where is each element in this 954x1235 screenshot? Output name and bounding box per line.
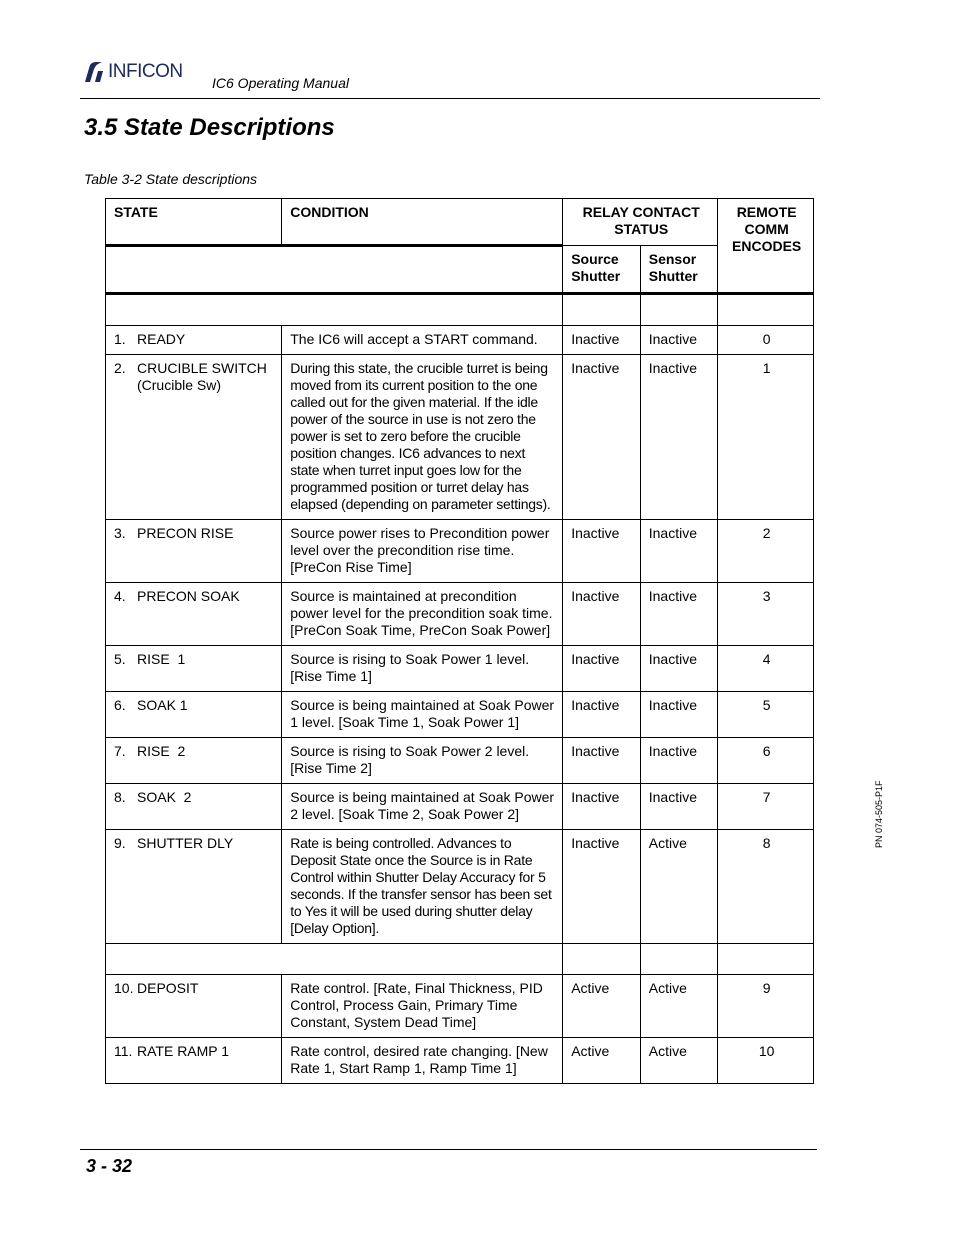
state-cell — [106, 738, 282, 784]
state-subname: (Crucible Sw) — [137, 377, 222, 393]
spacer-cell — [106, 944, 563, 975]
sensor-shutter-cell: Active — [640, 975, 718, 1038]
sensor-shutter-cell: Inactive — [640, 326, 718, 355]
condition-cell: Source is rising to Soak Power 1 level. [Rise Time 1] — [282, 646, 563, 692]
state-name: READY — [137, 331, 186, 347]
comm-encode-cell: 4 — [718, 646, 814, 692]
state-cell — [106, 355, 282, 520]
spacer-cell — [640, 944, 718, 975]
state-name: SOAK 2 — [137, 789, 192, 805]
comm-encode-cell: 0 — [718, 326, 814, 355]
inficon-logo — [82, 60, 183, 84]
condition-cell: Source is maintained at precondition power level for the precondition soak time. [PreCon Soak Time, PreCon Soak Power] — [282, 583, 563, 646]
header-divider — [80, 98, 820, 99]
spacer-cell — [563, 294, 641, 326]
state-number: 8. — [114, 789, 126, 805]
table-row — [106, 784, 814, 830]
source-shutter-cell: Inactive — [563, 738, 641, 784]
inficon-logo-icon — [82, 61, 106, 83]
source-shutter-cell: Inactive — [563, 692, 641, 738]
sensor-shutter-cell: Active — [640, 1038, 718, 1084]
source-shutter-cell: Active — [563, 975, 641, 1038]
state-cell — [106, 1038, 282, 1084]
state-name: SOAK 1 — [137, 697, 188, 713]
source-shutter-cell: Inactive — [563, 784, 641, 830]
condition-cell: The IC6 will accept a START command. — [282, 326, 563, 355]
condition-cell: Rate is being controlled. Advances to Deposit State once the Source is in Rate Control within Shutter Delay Accuracy for 5 seconds. If the transfer sensor has been set to Yes it will be used during shutter delay [Delay Option]. — [282, 830, 563, 944]
comm-encode-cell: 8 — [718, 830, 814, 944]
header-remote-comm-encodes: REMOTE COMM ENCODES — [718, 199, 814, 294]
state-cell — [106, 784, 282, 830]
source-shutter-cell: Active — [563, 1038, 641, 1084]
state-number: 2. — [114, 360, 126, 376]
table-header-row — [106, 199, 814, 246]
spacer-cell — [718, 944, 814, 975]
table-row — [106, 646, 814, 692]
footer-divider — [80, 1149, 817, 1150]
page-number: 3 - 32 — [86, 1156, 133, 1176]
state-name: PRECON SOAK — [137, 588, 240, 604]
source-shutter-cell: Inactive — [563, 355, 641, 520]
spacer-cell — [563, 944, 641, 975]
state-number: 4. — [114, 588, 126, 604]
header-state: STATE — [106, 199, 282, 246]
table-row — [106, 738, 814, 784]
table-row — [106, 1038, 814, 1084]
table-row — [106, 326, 814, 355]
condition-cell: During this state, the crucible turret is being moved from its current position to the one called out for the given material. If the idle power of the source in use is not zero the power is set to zero before the crucible position changes. IC6 advances to next state when turret input goes low for the programmed position or turret delay has elapsed (depending on parameter settings). — [282, 355, 563, 520]
condition-cell: Rate control. [Rate, Final Thickness, PID Control, Process Gain, Primary Time Constant, System Dead Time] — [282, 975, 563, 1038]
sensor-shutter-cell: Inactive — [640, 738, 718, 784]
state-number: 11. — [114, 1043, 133, 1059]
condition-cell: Source is being maintained at Soak Power 2 level. [Soak Time 2, Soak Power 2] — [282, 784, 563, 830]
state-name: SHUTTER DLY — [137, 835, 234, 851]
spacer-cell — [106, 294, 563, 326]
table-row — [106, 975, 814, 1038]
comm-encode-cell: 5 — [718, 692, 814, 738]
state-number: 6. — [114, 697, 126, 713]
header-source-shutter: Source Shutter — [563, 246, 641, 294]
state-cell — [106, 692, 282, 738]
source-shutter-cell: Inactive — [563, 326, 641, 355]
source-shutter-cell: Inactive — [563, 646, 641, 692]
comm-encode-cell: 7 — [718, 784, 814, 830]
source-shutter-cell: Inactive — [563, 583, 641, 646]
spacer-row — [106, 294, 814, 326]
condition-cell: Source is rising to Soak Power 2 level. [Rise Time 2] — [282, 738, 563, 784]
state-number: 1. — [114, 331, 126, 347]
source-shutter-cell: Inactive — [563, 830, 641, 944]
comm-encode-cell: 10 — [718, 1038, 814, 1084]
table-row — [106, 520, 814, 583]
state-name: RISE 2 — [137, 743, 186, 759]
table-row — [106, 830, 814, 944]
state-cell — [106, 646, 282, 692]
table-row — [106, 692, 814, 738]
table-row — [106, 355, 814, 520]
state-name: PRECON RISE — [137, 525, 234, 541]
manual-title: IC6 Operating Manual — [212, 75, 349, 91]
state-cell — [106, 830, 282, 944]
header-condition: CONDITION — [282, 199, 563, 246]
part-number: PN 074-505-P1F — [874, 780, 884, 848]
state-name: RATE RAMP 1 — [137, 1043, 230, 1059]
state-number: 10. — [114, 980, 134, 996]
state-name: RISE 1 — [137, 651, 186, 667]
comm-encode-cell: 6 — [718, 738, 814, 784]
table-row — [106, 583, 814, 646]
sensor-shutter-cell: Inactive — [640, 520, 718, 583]
table-caption: Table 3-2 State descriptions — [84, 171, 258, 187]
header-sensor-shutter: Sensor Shutter — [640, 246, 718, 294]
state-descriptions-table — [105, 198, 814, 1084]
state-number: 3. — [114, 525, 126, 541]
sensor-shutter-cell: Inactive — [640, 355, 718, 520]
subheader-blank — [106, 246, 563, 294]
comm-encode-cell: 1 — [718, 355, 814, 520]
section-title: 3.5 State Descriptions — [84, 114, 335, 141]
sensor-shutter-cell: Inactive — [640, 646, 718, 692]
state-number: 5. — [114, 651, 126, 667]
header-relay-contact-status: RELAY CONTACT STATUS — [563, 199, 718, 246]
state-name: DEPOSIT — [137, 980, 199, 996]
comm-encode-cell: 2 — [718, 520, 814, 583]
spacer-cell — [640, 294, 718, 326]
condition-cell: Source power rises to Precondition power level over the precondition rise time. [PreCon Rise Time] — [282, 520, 563, 583]
spacer-row — [106, 944, 814, 975]
state-number: 9. — [114, 835, 126, 851]
sensor-shutter-cell: Inactive — [640, 583, 718, 646]
brand-name: INFICON — [108, 61, 183, 82]
comm-encode-cell: 9 — [718, 975, 814, 1038]
source-shutter-cell: Inactive — [563, 520, 641, 583]
sensor-shutter-cell: Inactive — [640, 692, 718, 738]
spacer-cell — [718, 294, 814, 326]
sensor-shutter-cell: Active — [640, 830, 718, 944]
state-name: CRUCIBLE SWITCH — [137, 360, 267, 376]
state-cell — [106, 326, 282, 355]
state-cell — [106, 583, 282, 646]
state-cell — [106, 975, 282, 1038]
sensor-shutter-cell: Inactive — [640, 784, 718, 830]
state-number: 7. — [114, 743, 126, 759]
comm-encode-cell: 3 — [718, 583, 814, 646]
condition-cell: Rate control, desired rate changing. [New Rate 1, Start Ramp 1, Ramp Time 1] — [282, 1038, 563, 1084]
state-cell — [106, 520, 282, 583]
table-subheader-row — [106, 246, 814, 294]
condition-cell: Source is being maintained at Soak Power 1 level. [Soak Time 1, Soak Power 1] — [282, 692, 563, 738]
